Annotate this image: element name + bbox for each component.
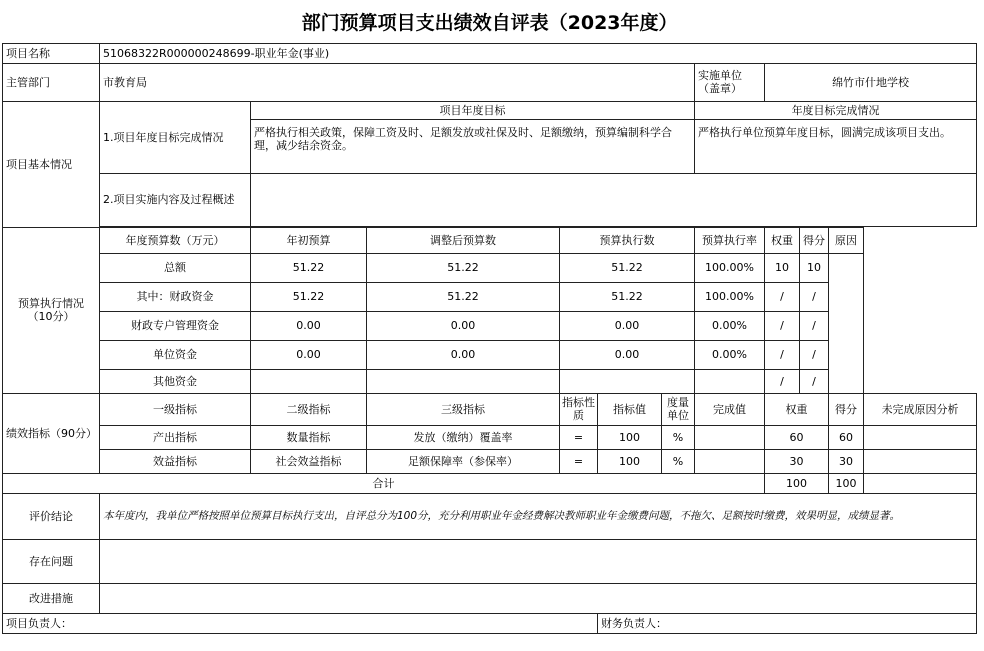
goal-done-header: 年度目标完成情况: [695, 101, 977, 119]
perf-header-level2: 二级指标: [251, 393, 367, 425]
budget-row-score: /: [800, 340, 829, 369]
budget-header-score: 得分: [800, 227, 829, 253]
budget-row-weight: 10: [765, 253, 800, 282]
perf-row-done: [695, 425, 765, 449]
budget-row-initial: 0.00: [251, 311, 367, 340]
goal-complete-label: 1.项目年度目标完成情况: [100, 101, 251, 173]
budget-row-score: 10: [800, 253, 829, 282]
table-row: [3, 449, 977, 473]
budget-row-initial: 51.22: [251, 282, 367, 311]
table-row: [3, 425, 977, 449]
impl-unit-value: 绵竹市什地学校: [765, 63, 977, 101]
perf-row-weight: 60: [765, 425, 829, 449]
perf-header-score: 得分: [829, 393, 864, 425]
impl-unit-label: 实施单位（盖章）: [695, 63, 765, 101]
budget-reason: [829, 253, 864, 393]
budget-header-executed: 预算执行数: [560, 227, 695, 253]
project-name-value: 51068322R000000248699-职业年金(事业): [100, 43, 977, 63]
perf-row-done: [695, 449, 765, 473]
budget-row-name: 其中：财政资金: [100, 282, 251, 311]
budget-row-executed: [560, 369, 695, 393]
budget-header-reason: 原因: [829, 227, 864, 253]
perf-row-value: 100: [598, 449, 662, 473]
budget-header-initial: 年初预算: [251, 227, 367, 253]
budget-row-executed: 0.00: [560, 340, 695, 369]
budget-row-initial: 0.00: [251, 340, 367, 369]
perf-header-value: 指标值: [598, 393, 662, 425]
perf-row-score: 60: [829, 425, 864, 449]
perf-row-weight: 30: [765, 449, 829, 473]
budget-row-executed: 51.22: [560, 253, 695, 282]
budget-header-weight: 权重: [765, 227, 800, 253]
budget-row-name: 总额: [100, 253, 251, 282]
budget-row-initial: 51.22: [251, 253, 367, 282]
perf-header-unit: 度量单位: [662, 393, 695, 425]
perf-row-reason: [864, 449, 977, 473]
dept-value: 市教育局: [100, 63, 695, 101]
perf-row-value: 100: [598, 425, 662, 449]
perf-row-level2: 数量指标: [251, 425, 367, 449]
budget-row-rate: 100.00%: [695, 282, 765, 311]
problems-label: 存在问题: [3, 539, 100, 583]
budget-row-rate: 100.00%: [695, 253, 765, 282]
problems-text: [100, 539, 977, 583]
perf-header-level3: 三级指标: [367, 393, 560, 425]
project-owner-label: 项目负责人：: [3, 613, 598, 633]
measures-text: [100, 583, 977, 613]
budget-row-weight: /: [765, 369, 800, 393]
perf-row-level1: 产出指标: [100, 425, 251, 449]
budget-header-annual: 年度预算数（万元）: [100, 227, 251, 253]
budget-row-executed: 51.22: [560, 282, 695, 311]
budget-row-name: 单位资金: [100, 340, 251, 369]
budget-header-adjusted: 调整后预算数: [367, 227, 560, 253]
perf-header-done: 完成值: [695, 393, 765, 425]
budget-row-rate: 0.00%: [695, 340, 765, 369]
perf-header-weight: 权重: [765, 393, 829, 425]
budget-row-adjusted: 51.22: [367, 253, 560, 282]
budget-row-score: /: [800, 311, 829, 340]
measures-label: 改进措施: [3, 583, 100, 613]
budget-header-rate: 预算执行率: [695, 227, 765, 253]
budget-row-rate: 0.00%: [695, 311, 765, 340]
impl-process-label: 2.项目实施内容及过程概述: [100, 173, 251, 226]
conclusion-text: 本年度内，我单位严格按照单位预算目标执行支出，自评总分为100分，充分利用职业年金经费解决教师职业年金缴费问题，不拖欠、足额按时缴费，效果明显，成绩显著。: [100, 493, 977, 539]
budget-row-weight: /: [765, 340, 800, 369]
total-score: 100: [829, 473, 864, 493]
budget-row-initial: [251, 369, 367, 393]
budget-row-adjusted: 0.00: [367, 311, 560, 340]
basic-info-label: 项目基本情况: [3, 101, 100, 227]
perf-row-unit: %: [662, 449, 695, 473]
goal-done-text: 严格执行单位预算年度目标，圆满完成该项目支出。: [695, 119, 977, 173]
perf-row-level3: 发放（缴纳）覆盖率: [367, 425, 560, 449]
budget-row-weight: /: [765, 311, 800, 340]
total-weight: 100: [765, 473, 829, 493]
perf-row-level3: 足额保障率（参保率）: [367, 449, 560, 473]
budget-row-adjusted: 51.22: [367, 282, 560, 311]
budget-row-name: 财政专户管理资金: [100, 311, 251, 340]
perf-row-unit: %: [662, 425, 695, 449]
perf-header-reason: 未完成原因分析: [864, 393, 977, 425]
budget-row-executed: 0.00: [560, 311, 695, 340]
budget-row-adjusted: [367, 369, 560, 393]
goal-text: 严格执行相关政策，保障工资及时、足额发放或社保及时、足额缴纳，预算编制科学合理，减少结余资金。: [251, 119, 695, 173]
budget-row-weight: /: [765, 282, 800, 311]
dept-label: 主管部门: [3, 63, 100, 101]
impl-process-text: [251, 173, 977, 226]
budget-section-label: 预算执行情况（10分）: [3, 227, 100, 393]
budget-row-score: /: [800, 282, 829, 311]
goal-header: 项目年度目标: [251, 101, 695, 119]
perf-row-reason: [864, 425, 977, 449]
evaluation-table: [2, 5, 977, 634]
page-title: 部门预算项目支出绩效自评表（2023年度）: [3, 5, 977, 43]
conclusion-label: 评价结论: [3, 493, 100, 539]
table-row: [3, 253, 977, 282]
perf-header-level1: 一级指标: [100, 393, 251, 425]
perf-row-nature: =: [560, 449, 598, 473]
self-evaluation-sheet: [2, 5, 976, 634]
budget-row-adjusted: 0.00: [367, 340, 560, 369]
perf-row-level1: 效益指标: [100, 449, 251, 473]
total-label: 合计: [3, 473, 765, 493]
perf-section-label: 绩效指标（90分）: [3, 393, 100, 473]
finance-owner-label: 财务负责人：: [598, 613, 977, 633]
project-name-label: 项目名称: [3, 43, 100, 63]
perf-header-nature: 指标性质: [560, 393, 598, 425]
perf-row-nature: =: [560, 425, 598, 449]
budget-row-score: /: [800, 369, 829, 393]
perf-row-score: 30: [829, 449, 864, 473]
perf-row-level2: 社会效益指标: [251, 449, 367, 473]
budget-row-rate: [695, 369, 765, 393]
budget-row-name: 其他资金: [100, 369, 251, 393]
total-reason: [864, 473, 977, 493]
